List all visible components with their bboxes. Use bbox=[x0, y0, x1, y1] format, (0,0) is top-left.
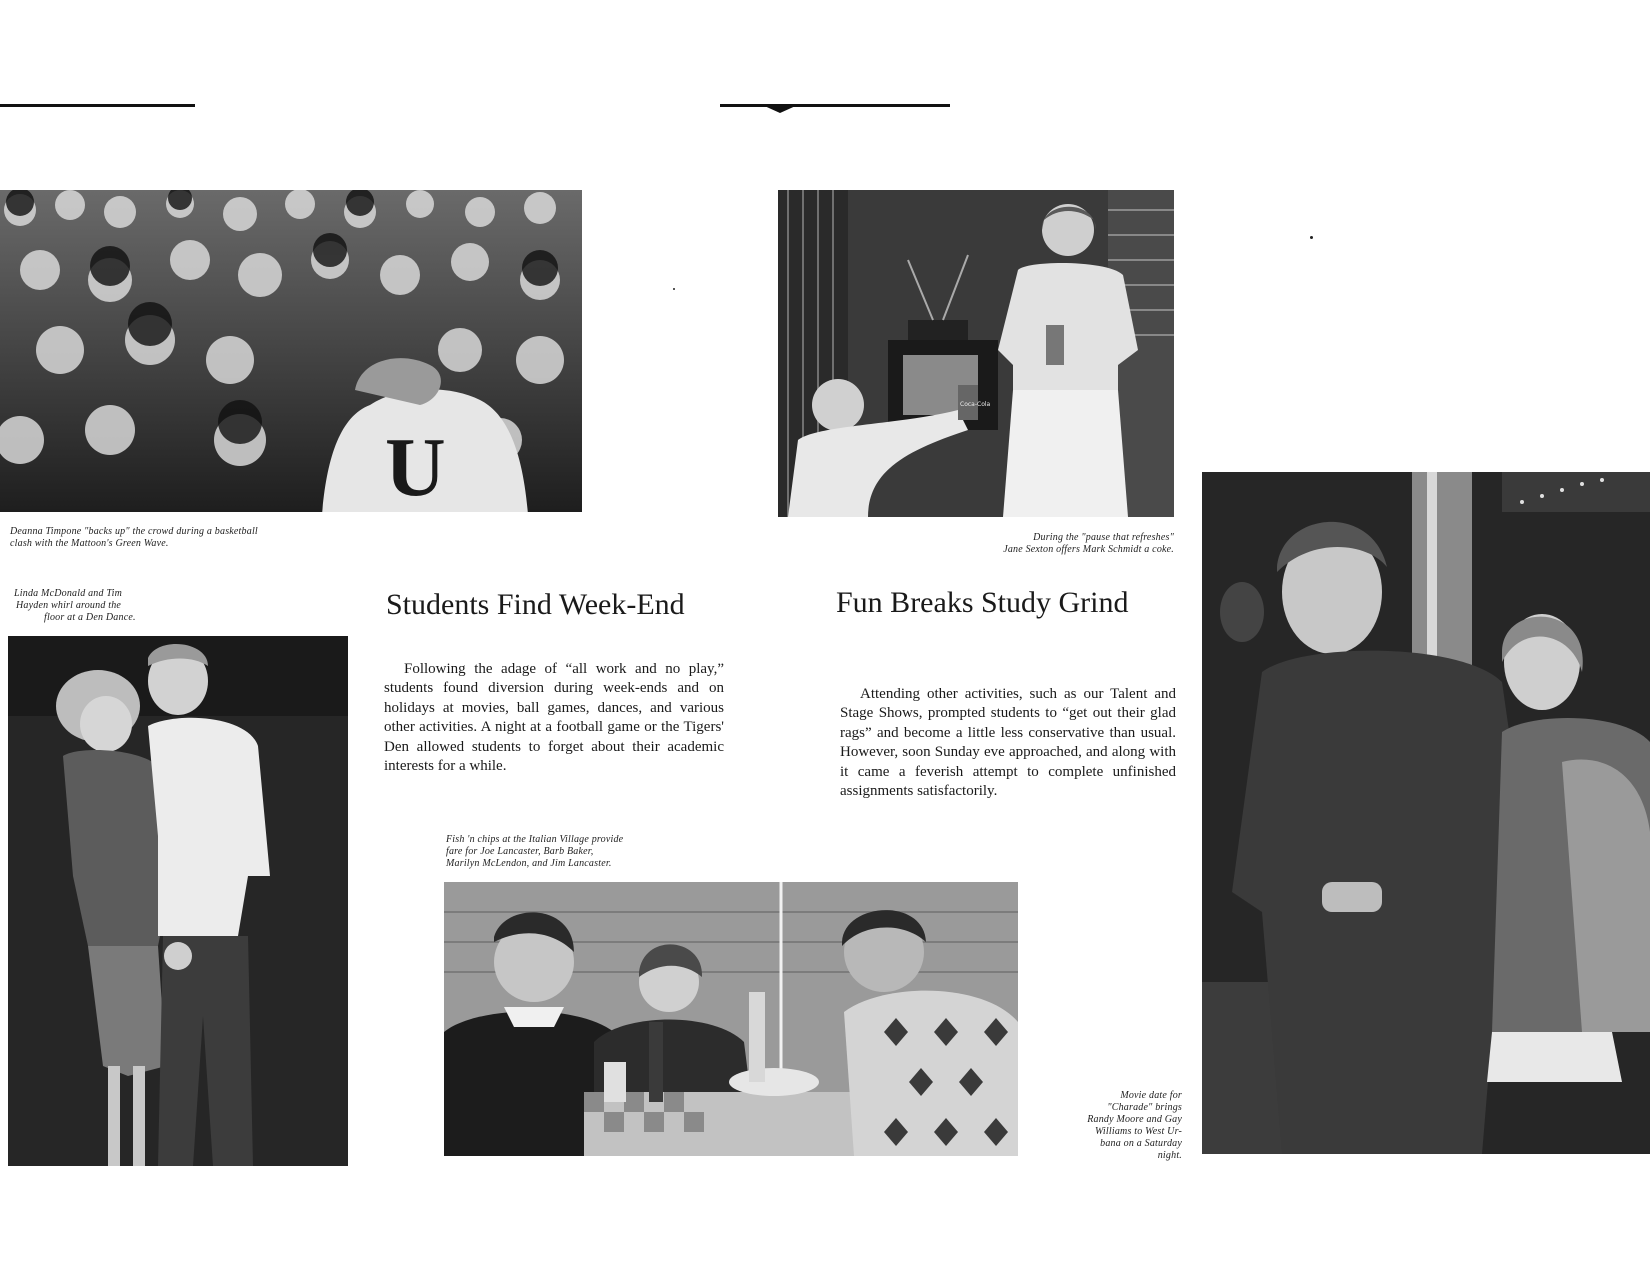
article-paragraph: Attending other activities, such as our Talent and Stage Shows, prompted students to “get out their glad rags” and become a little less conservative than usual. However, soon Sunday eve approached, and along with it came a feverish attempt to complete unfinished assignments satisfactorily. bbox=[840, 686, 1176, 800]
caption-movie-date bbox=[1040, 1090, 1182, 1162]
photo-coke-offer bbox=[778, 190, 1174, 517]
sweater-letter: U bbox=[385, 421, 446, 512]
caption-dance bbox=[14, 588, 164, 624]
photo-italian-village bbox=[444, 882, 1018, 1156]
top-edge-notch bbox=[760, 104, 800, 113]
caption-italian-line: Marilyn McLendon, and Jim Lancaster. bbox=[446, 858, 612, 869]
caption-coke-line: During the "pause that refreshes" bbox=[1033, 532, 1174, 543]
caption-movie-line: Randy Moore and Gay bbox=[1087, 1114, 1182, 1125]
speck-dot bbox=[1310, 236, 1313, 239]
headline-left: Students Find Week-End bbox=[386, 588, 685, 621]
caption-dance-line: Hayden whirl around the bbox=[16, 600, 122, 611]
caption-movie-line: Williams to West Ur- bbox=[1094, 1126, 1182, 1137]
caption-coke-line: Jane Sexton offers Mark Schmidt a coke. bbox=[1003, 544, 1174, 555]
speck-dot bbox=[673, 288, 675, 290]
caption-movie-line: night. bbox=[1157, 1150, 1182, 1161]
caption-coke bbox=[900, 532, 1174, 556]
top-edge-center bbox=[720, 104, 950, 107]
caption-movie-line: Movie date for bbox=[1120, 1090, 1182, 1101]
top-edge-left bbox=[0, 104, 195, 107]
coke-bottle-label: Coca-Cola bbox=[960, 401, 991, 408]
photo-den-dance bbox=[8, 636, 348, 1166]
headline-right: Fun Breaks Study Grind bbox=[836, 586, 1129, 619]
photo-crowd-cheering bbox=[0, 190, 582, 512]
photo-crowd-graphic bbox=[0, 190, 582, 512]
caption-italian-line: Fish 'n chips at the Italian Village provide bbox=[446, 834, 624, 845]
article-paragraph: Following the adage of “all work and no play,” students found diversion during week-ends and on holidays at movies, ball games, dances, and various other activities. A night at a football game or the Tigers' Den allowed students to forget about their academic interests for a while. bbox=[384, 661, 724, 775]
caption-movie-line: bana on a Saturday bbox=[1100, 1138, 1182, 1149]
photo-coke-graphic bbox=[778, 190, 1174, 517]
caption-italian-line: fare for Joe Lancaster, Barb Baker, bbox=[446, 846, 594, 857]
caption-crowd bbox=[10, 526, 270, 550]
photo-movie-date bbox=[1202, 472, 1650, 1154]
caption-italian-village bbox=[446, 834, 686, 870]
caption-movie-line: "Charade" brings bbox=[1107, 1102, 1182, 1113]
article-body-left bbox=[384, 660, 724, 776]
caption-dance-line: floor at a Den Dance. bbox=[44, 612, 136, 623]
caption-crowd-text: Deanna Timpone "backs up" the crowd during a basketball clash with the Mattoon's Green Wave. bbox=[10, 526, 258, 549]
photo-movie-graphic bbox=[1202, 472, 1650, 1154]
photo-dance-graphic bbox=[8, 636, 348, 1166]
photo-restaurant-graphic bbox=[444, 882, 1018, 1156]
article-body-right bbox=[840, 685, 1176, 801]
caption-dance-line: Linda McDonald and Tim bbox=[14, 588, 123, 599]
